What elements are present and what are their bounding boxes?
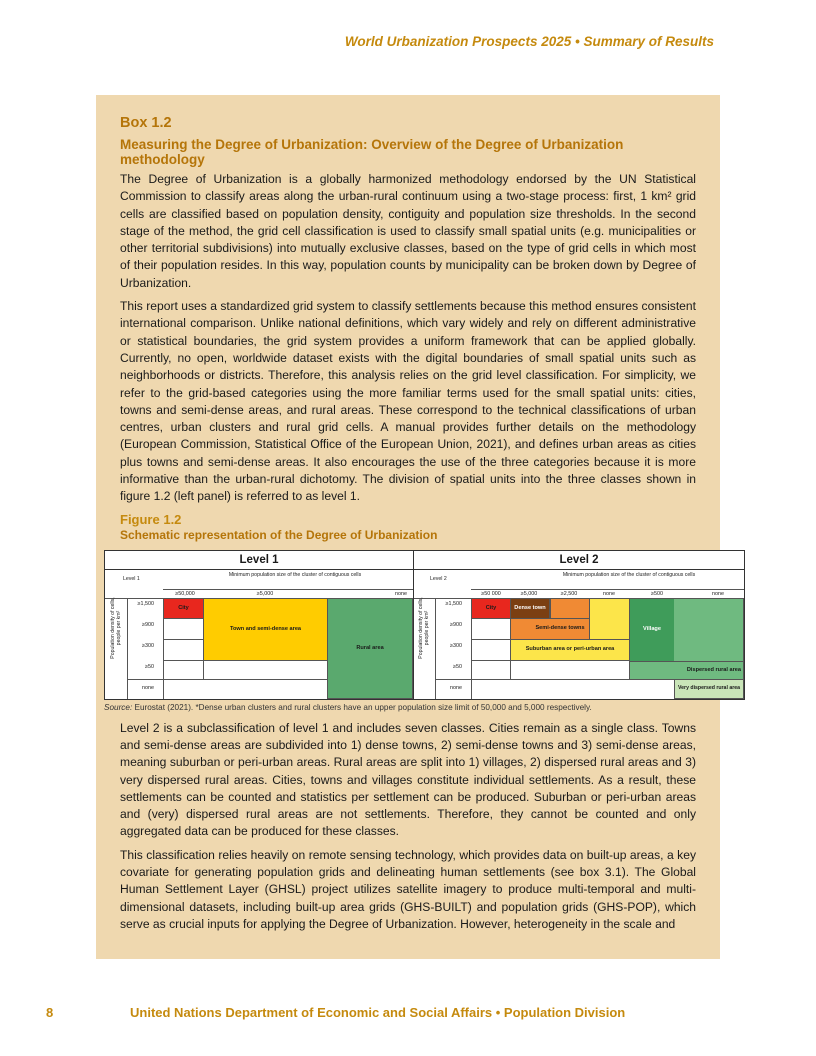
level2-heading: Level 2 bbox=[414, 551, 744, 570]
paragraph-4: This classification relies heavily on remote sensing technology, which provides data on built-up areas, a key covariate for generating population grids and delineating human settlements (see box 3.1). The Global Human Settlement Layer (GHSL) project utilizes satellite imagery to produce multi-temporal and multi-dimensional datasets, including built-up area grids (GHS-BUILT) and population grids (GHS-POP), which serve as crucial inputs for applying the Degree of Urbanization. However, heterogeneity in the scale and bbox=[120, 847, 696, 931]
level1-heading: Level 1 bbox=[105, 551, 413, 570]
level1-city-cell: City bbox=[163, 598, 204, 619]
level2-suburban-cell: Suburban area or peri-urban area bbox=[510, 639, 630, 661]
level2-row-1500: ≥1,500 bbox=[445, 600, 462, 607]
level1-axis-side: Population density of cells, people per km² bbox=[110, 596, 122, 659]
box-1-2 bbox=[96, 95, 741, 959]
level2-axis-side: Population density of cells, people per km² bbox=[418, 596, 430, 659]
level2-axis-top: Minimum population size of the cluster of contiguous cells bbox=[562, 571, 696, 578]
level1-row-1500: ≥1,500 bbox=[137, 600, 154, 607]
level2-village-cell: Village bbox=[629, 598, 675, 662]
level2-col-2500: ≥2,500 bbox=[560, 590, 578, 597]
level1-corner-label: Level 1 bbox=[123, 575, 140, 582]
level1-row-none: none bbox=[142, 684, 154, 691]
running-head: World Urbanization Prospects 2025 • Summary of Results bbox=[344, 34, 714, 49]
level2-row-none: none bbox=[450, 684, 462, 691]
level1-rural-cell: Rural area bbox=[327, 598, 413, 699]
level1-axis-top: Minimum population size of the cluster of contiguous cells bbox=[228, 571, 362, 578]
level2-corner-label: Level 2 bbox=[430, 575, 447, 582]
level2-col-500: ≥500 bbox=[651, 590, 663, 597]
page-number: 8 bbox=[46, 1005, 54, 1020]
level2-suburban-upper bbox=[589, 598, 630, 640]
level1-town-cell: Town and semi-dense area bbox=[203, 598, 328, 661]
level1-col-none: none bbox=[395, 590, 407, 597]
footer-text: United Nations Department of Economic and Social Affairs • Population Division bbox=[130, 1005, 626, 1020]
level2-dispersed-cell: Dispersed rural area bbox=[629, 661, 744, 680]
level2-col-5000: ≥5,000 bbox=[520, 590, 538, 597]
level2-dense-town-cell: Dense town bbox=[510, 598, 550, 619]
level2-col-50000: ≥50 000 bbox=[481, 590, 501, 597]
level2-row-900: ≥900 bbox=[450, 621, 462, 628]
level2-col-none-a: none bbox=[603, 590, 615, 597]
level2-dispersed-upper bbox=[674, 598, 744, 662]
level1-col-50000: ≥50,000 bbox=[175, 590, 195, 597]
level1-row-50: ≥50 bbox=[145, 663, 154, 670]
figure-source: Source: Eurostat (2021). *Dense urban clusters and rural clusters have an upper population size limit of 50,000 and 5,000 respectively. bbox=[104, 702, 592, 712]
level2-col-none-b: none bbox=[712, 590, 724, 597]
paragraph-2: This report uses a standardized grid system to classify settlements because this method ensures consistent international comparison. Unlike national definitions, which vary widely and rely on different administrative or statistical boundaries, the grid system provides a uniform framework that can be applied globally. Currently, no open, worldwide dataset exists with the digital boundaries of small spatial units such as neighborhoods or districts. Therefore, this analysis relies on the grid level classification. For simplicity, we refer to the grid-based categories using the more familiar terms used for the small spatial units: cities, towns and semi-dense areas, and rural areas. These correspond to the technical classifications of urban centres, urban clusters and rural grid cells. A manual provides further details on the methodology (European Commission, Statistical Office of the European Union, 2021), and defines urban areas as cities plus towns and semi-dense areas. It also encourages the use of the three categories because it is more informative than the urban-rural dichotomy. The division of spatial units into the three classes shown in figure 1.2 (left panel) is referred to as level 1. bbox=[120, 299, 696, 504]
level2-very-dispersed-cell: Very dispersed rural area bbox=[674, 679, 744, 699]
page-footer bbox=[0, 1005, 816, 1021]
box-label: Box 1.2 bbox=[120, 115, 172, 131]
level2-panel bbox=[414, 551, 744, 699]
level2-row-300: ≥300 bbox=[450, 642, 462, 649]
figure-title: Schematic representation of the Degree of Urbanization bbox=[120, 527, 438, 542]
level1-row-300: ≥300 bbox=[142, 642, 154, 649]
paragraph-3: Level 2 is a subclassification of level 1 and includes seven classes. Cities remain as a single class. Towns and semi-dense areas are subdivided into 1) dense towns, 2) semi-dense towns and 3) semi-dense areas, meaning suburban or peri-urban areas. Rural areas are split into 1) villages, 2) dispersed rural areas and 3) very dispersed rural areas. Cities, towns and villages constitute individual settlements. As a result, these settlements can be counted and statistics per settlement can be produced. Suburban or peri-urban areas and (very) dispersed rural areas are not settlements. Therefore, they cannot be counted and only aggregated data can be produced for these classes. bbox=[120, 720, 696, 839]
paragraph-1: The Degree of Urbanization is a globally harmonized methodology endorsed by the UN Statistical Commission to classify areas along the urban-rural continuum using a two-stage process: first, 1 km² grid cells are classified based on population density, contiguity and population size thresholds. In the second stage of the method, the grid cell classification is used to classify small spatial units (e.g. municipalities or other territorial subdivisions) into mutually exclusive classes, based on the type of grid cells in which most of their population resides. In this way, population counts by municipality can be broken down by Degree of Urbanization. bbox=[120, 172, 696, 290]
level2-semi-dense-town-cell: Semi-dense towns bbox=[510, 618, 590, 640]
level2-city-cell: City bbox=[471, 598, 511, 619]
level1-row-900: ≥900 bbox=[142, 621, 154, 628]
figure-label: Figure 1.2 bbox=[120, 511, 182, 527]
level2-semi-dense-town-upper bbox=[550, 598, 590, 619]
level1-col-5000: ≥5,000 bbox=[256, 590, 274, 597]
level1-panel bbox=[105, 551, 414, 699]
level2-row-50: ≥50 bbox=[453, 663, 462, 670]
figure-1-2 bbox=[104, 550, 745, 700]
box-title: Measuring the Degree of Urbanization: Overview of the Degree of Urbanization methodology bbox=[120, 137, 624, 167]
